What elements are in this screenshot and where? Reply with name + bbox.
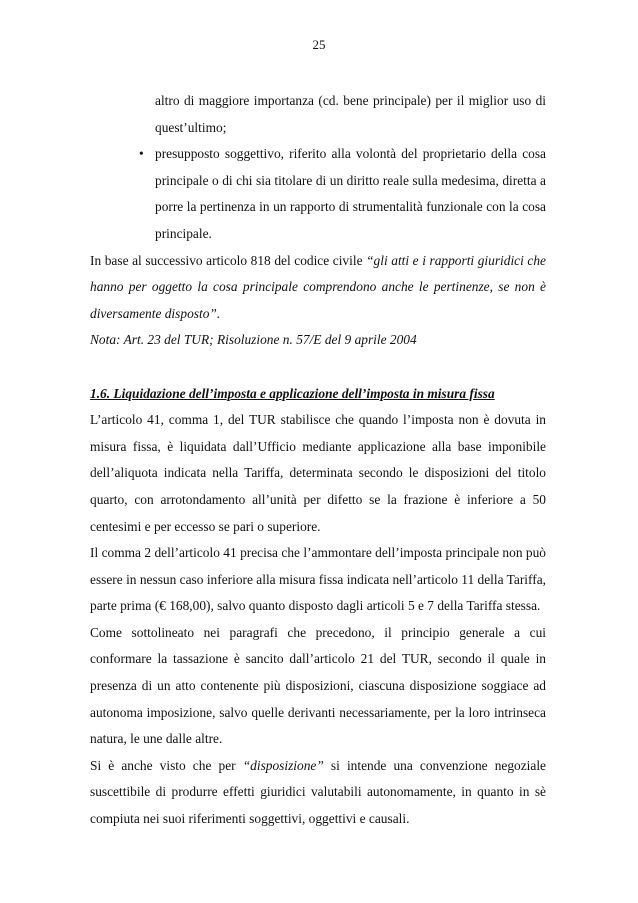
- document-body: [90, 88, 546, 833]
- paragraph-3: Come sottolineato nei paragrafi che precedono, il principio generale a cui conformare la tassazione è sancito dall’articolo 21 del TUR, secondo il quale in presenza di un atto contenente più disposizioni, ciascuna disposizione soggiace ad autonoma imposizione, salvo quelle derivanti necessariamente, per la loro intrinseca natura, le une dalle altre.: [90, 624, 546, 747]
- paragraph-1: L’articolo 41, comma 1, del TUR stabilisce che quando l’imposta non è dovuta in misura fissa, è liquidata dall’Ufficio mediante applicazione alla base imponibile dell’aliquota indicata nella Tariffa, determinata secondo le disposizioni del titolo quarto, con arrotondamento all’unità per difetto se la frazione è inferiore a 50 centesimi e per eccesso se pari o superiore.: [90, 412, 546, 534]
- list-item: [139, 141, 546, 247]
- bullet-icon: •: [139, 146, 144, 162]
- page-number: 25: [312, 37, 326, 52]
- list-item-continuation: altro di maggiore importanza (cd. bene principale) per il miglior uso di quest’ultimo;: [155, 93, 546, 135]
- paragraph-text: Si è anche visto che per: [90, 757, 243, 773]
- paragraph-2: Il comma 2 dell’articolo 41 precisa che l’ammontare dell’imposta principale non può essere in nessun caso inferiore alla misura fissa indicata nell’articolo 11 della Tariffa, parte prima (€ 168,00), salvo quanto disposto dagli articoli 5 e 7 della Tariffa stessa.: [90, 545, 546, 614]
- paragraph-text: In base al successivo articolo 818 del codice civile: [90, 252, 367, 268]
- paragraph-text: si intende una convenzione negoziale suscettibile di produrre effetti giuridici valutabili autonomamente, in quanto in sè compiuta nei suoi riferimenti soggettivi, oggettivi e causali.: [90, 757, 546, 827]
- note: Nota: Art. 23 del TUR; Risoluzione n. 57/E del 9 aprile 2004: [90, 332, 417, 348]
- section-heading: 1.6. Liquidazione dell’imposta e applicazione dell’imposta in misura fissa: [90, 385, 495, 401]
- paragraph-article-818: [90, 248, 546, 328]
- quotation: “gli atti e i rapporti giuridici che hanno per oggetto la cosa principale comprendono anche le pertinenze, se non è diversamente disposto”.: [90, 252, 546, 321]
- paragraph-4: [90, 753, 546, 833]
- list-item-text: presupposto soggettivo, riferito alla volontà del proprietario della cosa principale o di chi sia titolare di un diritto reale sulla medesima, diretta a porre la pertinenza in un rapporto di strumentalità funzionale con la cosa principale.: [155, 146, 546, 241]
- defined-term: “disposizione”: [242, 757, 324, 773]
